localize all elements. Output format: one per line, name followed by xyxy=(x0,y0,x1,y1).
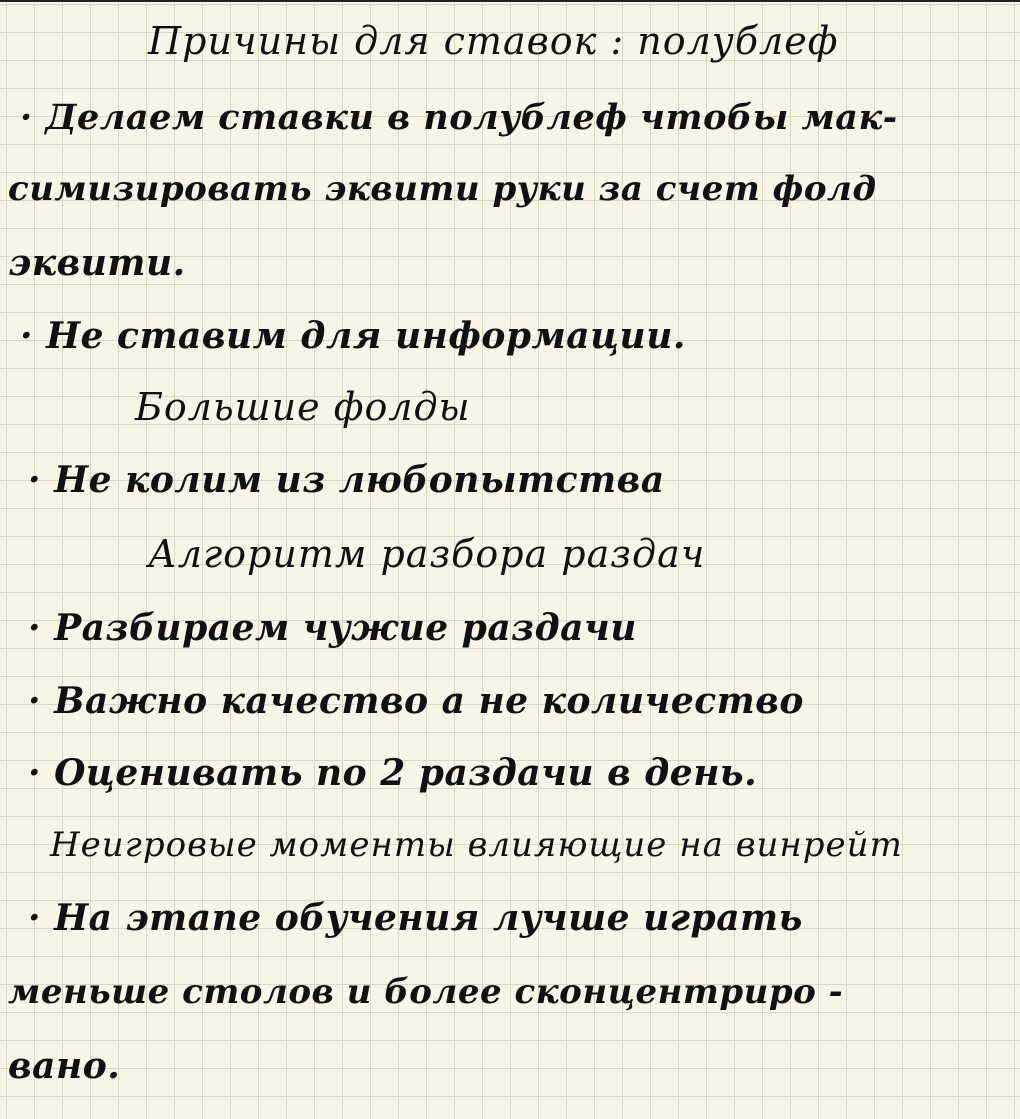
note-line-bullet-review-others: · Разбираем чужие раздачи xyxy=(28,607,637,649)
note-line-bullet-semibluff: · Делаем ставки в полублеф чтобы мак- xyxy=(20,97,898,138)
note-line-continuation: эквити. xyxy=(8,242,186,284)
heading-hand-review-algorithm: Алгоритм разбора раздач xyxy=(148,532,706,576)
note-line-bullet-evaluate: · Оценивать по 2 раздачи в день. xyxy=(28,752,758,794)
note-line-bullet-quality: · Важно качество а не количество xyxy=(28,680,804,722)
note-line-bullet-fewer-tables: · На этапе обучения лучше играть xyxy=(28,897,803,939)
heading-semibluff-reasons: Причины для ставок : полублеф xyxy=(148,19,839,63)
note-line-continuation: вано. xyxy=(8,1045,121,1087)
note-line-continuation: симизировать эквити руки за счет фолд xyxy=(8,169,877,209)
heading-non-game-factors: Неигровые моменты влияющие на винрейт xyxy=(50,825,903,865)
note-line-bullet-information: · Не ставим для информации. xyxy=(20,315,686,357)
note-line-bullet-curiosity: · Не колим из любопытства xyxy=(28,459,665,501)
heading-big-folds: Большие фолды xyxy=(135,385,471,429)
note-line-continuation: меньше столов и более сконцентриро - xyxy=(8,972,844,1012)
